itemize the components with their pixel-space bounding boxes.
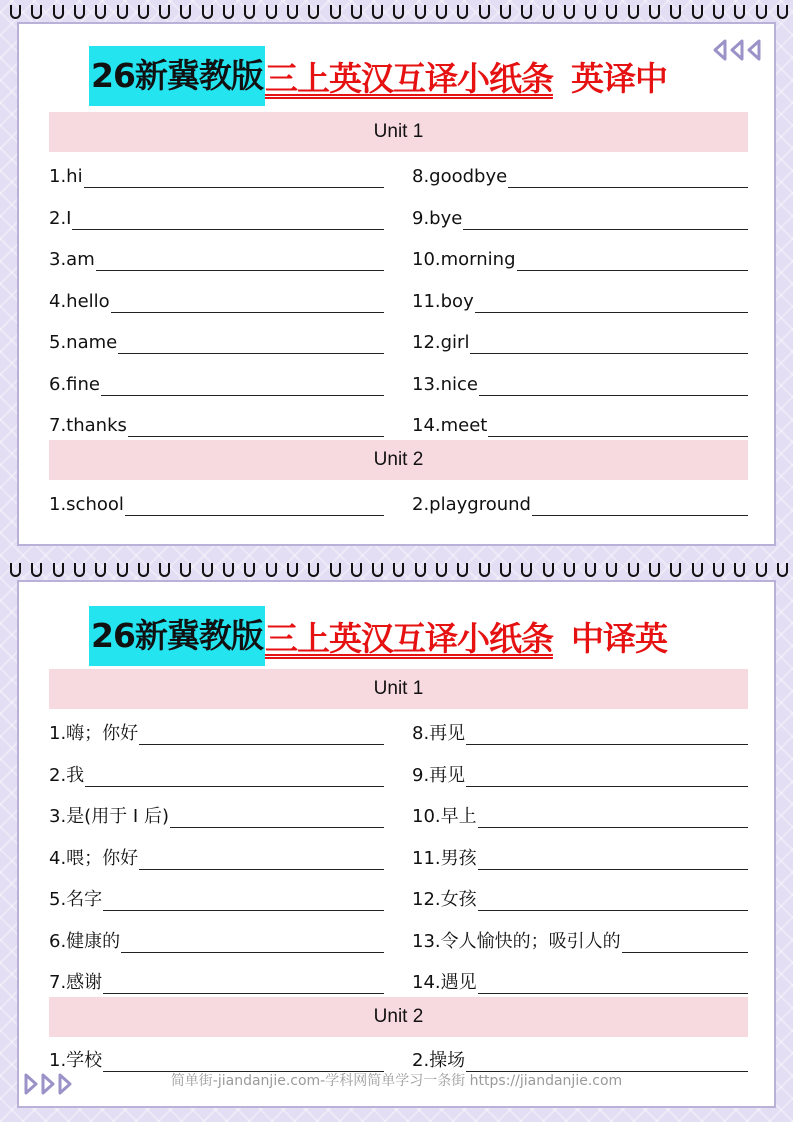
vocab-item: 3.是(用于 I 后) — [49, 802, 384, 828]
vocab-item: 1.school — [49, 490, 384, 516]
spiral-ring — [74, 5, 85, 19]
triple-chevron-left-icon — [711, 38, 769, 62]
spiral-ring — [308, 5, 319, 19]
spiral-ring — [351, 563, 362, 577]
title-edition: 26新冀教版 — [89, 46, 265, 106]
title-subject: 三上英汉互译小纸条 — [264, 618, 553, 658]
spiral-ring — [223, 5, 234, 19]
spiral-ring — [628, 5, 639, 19]
spiral-ring — [777, 5, 788, 19]
vocab-item: 1.hi — [49, 162, 384, 188]
answer-line[interactable] — [128, 416, 384, 437]
unit-header: Unit 1 — [49, 112, 748, 152]
spiral-ring — [244, 563, 255, 577]
worksheet-title — [89, 606, 667, 666]
spiral-ring — [10, 563, 21, 577]
spiral-ring — [117, 5, 128, 19]
answer-line[interactable] — [479, 375, 748, 396]
answer-line[interactable] — [103, 890, 384, 911]
answer-line[interactable] — [508, 167, 748, 188]
worksheet-title — [89, 46, 667, 106]
vocab-item: 13.令人愉快的；吸引人的 — [412, 927, 748, 953]
spiral-ring — [756, 5, 767, 19]
spiral-ring — [117, 563, 128, 577]
spiral-ring — [585, 563, 596, 577]
spiral-ring — [521, 5, 532, 19]
title-subject: 三上英汉互译小纸条 — [264, 58, 553, 98]
answer-line[interactable] — [96, 250, 384, 271]
spiral-ring — [521, 563, 532, 577]
spiral-ring — [74, 563, 85, 577]
spiral-ring — [457, 563, 468, 577]
vocab-item: 9.再见 — [412, 761, 748, 787]
unit-header: Unit 2 — [49, 440, 748, 480]
answer-line[interactable] — [85, 766, 384, 787]
vocab-item: 5.名字 — [49, 885, 384, 911]
spiral-ring — [479, 563, 490, 577]
vocab-item: 14.meet — [412, 411, 748, 437]
answer-line[interactable] — [488, 416, 748, 437]
spiral-ring — [756, 563, 767, 577]
answer-line[interactable] — [170, 807, 384, 828]
spiral-ring — [415, 5, 426, 19]
title-mode: 中译英 — [570, 618, 667, 658]
vocab-item: 9.bye — [412, 204, 748, 230]
answer-line[interactable] — [470, 333, 748, 354]
answer-line[interactable] — [532, 495, 748, 516]
spiral-ring — [436, 5, 447, 19]
answer-line[interactable] — [463, 209, 748, 230]
worksheet-card-en-to-zh — [17, 22, 776, 546]
vocab-item: 1.嗨；你好 — [49, 719, 384, 745]
vocab-item: 8.再见 — [412, 719, 748, 745]
answer-line[interactable] — [101, 375, 384, 396]
answer-line[interactable] — [72, 209, 384, 230]
vocab-item: 10.morning — [412, 245, 748, 271]
spiral-ring — [500, 563, 511, 577]
spiral-ring — [479, 5, 490, 19]
spiral-binding-top — [0, 2, 793, 24]
spiral-ring — [628, 563, 639, 577]
vocab-item: 8.goodbye — [412, 162, 748, 188]
spiral-ring — [457, 5, 468, 19]
spiral-ring — [95, 5, 106, 19]
answer-line[interactable] — [517, 250, 749, 271]
vocab-item: 7.感谢 — [49, 968, 384, 994]
spiral-ring — [308, 563, 319, 577]
answer-line[interactable] — [478, 849, 748, 870]
answer-line[interactable] — [478, 807, 748, 828]
spiral-ring — [393, 563, 404, 577]
worksheet-card-zh-to-en — [17, 580, 776, 1108]
answer-line[interactable] — [111, 292, 384, 313]
spiral-ring — [564, 563, 575, 577]
answer-line[interactable] — [139, 849, 384, 870]
vocab-item: 2.playground — [412, 490, 748, 516]
answer-line[interactable] — [103, 1051, 384, 1072]
spiral-ring — [777, 563, 788, 577]
spiral-ring — [500, 5, 511, 19]
vocab-item: 4.喂；你好 — [49, 844, 384, 870]
spiral-ring — [202, 5, 213, 19]
spiral-ring — [180, 5, 191, 19]
vocab-item: 11.boy — [412, 287, 748, 313]
spiral-ring — [436, 563, 447, 577]
spiral-ring — [244, 5, 255, 19]
spiral-ring — [287, 5, 298, 19]
spiral-ring — [734, 5, 745, 19]
spiral-ring — [543, 563, 554, 577]
unit-header: Unit 1 — [49, 669, 748, 709]
spiral-ring — [53, 5, 64, 19]
spiral-ring — [670, 563, 681, 577]
spiral-ring — [543, 5, 554, 19]
vocab-item: 2.I — [49, 204, 384, 230]
answer-line[interactable] — [466, 766, 748, 787]
spiral-ring — [649, 563, 660, 577]
spiral-ring — [372, 563, 383, 577]
spiral-ring — [606, 5, 617, 19]
answer-line[interactable] — [622, 932, 748, 953]
vocab-item: 13.nice — [412, 370, 748, 396]
spiral-ring — [692, 5, 703, 19]
vocab-item: 3.am — [49, 245, 384, 271]
vocab-item: 14.遇见 — [412, 968, 748, 994]
spiral-ring — [372, 5, 383, 19]
vocab-item: 12.girl — [412, 328, 748, 354]
spiral-ring — [159, 563, 170, 577]
spiral-ring — [180, 563, 191, 577]
vocab-item: 6.fine — [49, 370, 384, 396]
answer-line[interactable] — [466, 724, 748, 745]
answer-line[interactable] — [466, 1051, 748, 1072]
answer-line[interactable] — [103, 973, 384, 994]
answer-line[interactable] — [475, 292, 748, 313]
answer-line[interactable] — [478, 973, 748, 994]
spiral-ring — [266, 5, 277, 19]
vocab-item: 12.女孩 — [412, 885, 748, 911]
spiral-ring — [415, 563, 426, 577]
spiral-ring — [330, 5, 341, 19]
answer-line[interactable] — [118, 333, 384, 354]
vocab-item: 4.hello — [49, 287, 384, 313]
spiral-ring — [606, 563, 617, 577]
spiral-ring — [734, 563, 745, 577]
spiral-ring — [53, 563, 64, 577]
spiral-ring — [138, 5, 149, 19]
spiral-ring — [10, 5, 21, 19]
spiral-ring — [330, 563, 341, 577]
spiral-ring — [670, 5, 681, 19]
spiral-ring — [266, 563, 277, 577]
spiral-ring — [159, 5, 170, 19]
spiral-ring — [692, 563, 703, 577]
vocab-item: 10.早上 — [412, 802, 748, 828]
vocab-item: 5.name — [49, 328, 384, 354]
spiral-ring — [31, 5, 42, 19]
spiral-ring — [138, 563, 149, 577]
title-mode: 英译中 — [570, 58, 667, 98]
footer-watermark: 简单街-jiandanjie.com-学科网简单学习一条街 https://jiandanjie.com — [170, 1073, 623, 1089]
spiral-ring — [585, 5, 596, 19]
spiral-ring — [95, 563, 106, 577]
answer-line[interactable] — [125, 495, 384, 516]
vocab-item: 11.男孩 — [412, 844, 748, 870]
spiral-binding-middle — [0, 560, 793, 582]
vocab-item: 1.学校 — [49, 1046, 384, 1072]
answer-line[interactable] — [84, 167, 384, 188]
spiral-ring — [649, 5, 660, 19]
spiral-ring — [564, 5, 575, 19]
vocab-item: 7.thanks — [49, 411, 384, 437]
spiral-ring — [713, 563, 724, 577]
answer-line[interactable] — [478, 890, 748, 911]
spiral-ring — [223, 563, 234, 577]
title-edition: 26新冀教版 — [89, 606, 265, 666]
answer-line[interactable] — [139, 724, 384, 745]
spiral-ring — [351, 5, 362, 19]
spiral-ring — [287, 563, 298, 577]
vocab-item: 2.操场 — [412, 1046, 748, 1072]
unit-header: Unit 2 — [49, 997, 748, 1037]
answer-line[interactable] — [121, 932, 384, 953]
vocab-item: 6.健康的 — [49, 927, 384, 953]
spiral-ring — [202, 563, 213, 577]
spiral-ring — [393, 5, 404, 19]
spiral-ring — [713, 5, 724, 19]
vocab-item: 2.我 — [49, 761, 384, 787]
spiral-ring — [31, 563, 42, 577]
